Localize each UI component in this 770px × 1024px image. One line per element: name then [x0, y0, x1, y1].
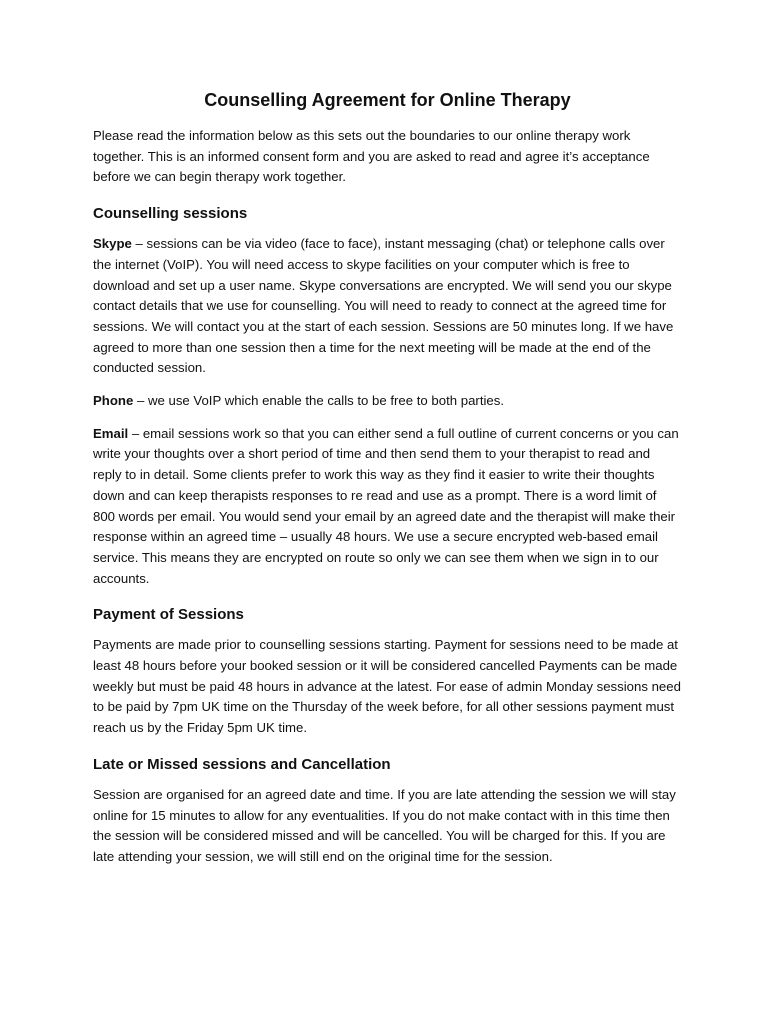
payment-section: [93, 605, 682, 739]
phone-text: – we use VoIP which enable the calls to be free to both parties.: [133, 393, 505, 409]
email-paragraph: [93, 424, 682, 590]
late-missed-heading: Late or Missed sessions and Cancellation: [93, 755, 391, 773]
skype-text: – sessions can be via video (face to face), instant messaging (chat) or telephone calls over the internet (VoIP). You will need access to skype facilities on your computer which is free to download and set up a user name. Skype conversations are encrypted. We will send you our skype contact details that we use for counselling. You will need to ready to connect at the agreed time for sessions. We will contact you at the start of each session. Sessions are 50 minutes long. If we have agreed to more than one session then a time for the next meeting will be made at the end of the conducted session.: [93, 236, 674, 376]
payment-paragraph: Payments are made prior to counselling sessions starting. Payment for sessions need to be made at least 48 hours before your booked session or it will be considered cancelled Payments can be made weekly but must be paid 48 hours in advance at the latest. For ease of admin Monday sessions need to be paid by 7pm UK time on the Thursday of the week before, for all other sessions payment must reach us by the Friday 5pm UK time.: [93, 637, 681, 736]
email-text: – email sessions work so that you can either send a full outline of current concerns or you can write your thoughts over a short period of time and then send them to your therapist to read and reply to in detail. Some clients prefer to work this way as they find it easier to write their thoughts down and can keep therapists responses to re read and use as a prompt. There is a word limit of 800 words per email. You would send your email by an agreed date and the therapist will make their response within an agreed time – usually 48 hours. We use a secure encrypted web-based email service. This means they are encrypted on route so only we can see them when we sign in to our accounts.: [93, 425, 679, 586]
counselling-sessions-heading: Counselling sessions: [93, 205, 248, 223]
email-term: Email: [93, 425, 129, 441]
phone-paragraph: [93, 391, 682, 412]
late-missed-section: [93, 755, 682, 868]
counselling-sessions-section: [93, 204, 682, 589]
payment-heading: Payment of Sessions: [93, 606, 244, 624]
phone-term: Phone: [93, 393, 134, 409]
document-title: Counselling Agreement for Online Therapy: [204, 90, 571, 110]
intro-paragraph: Please read the information below as this sets out the boundaries to our online therapy work together. This is an informed consent form and you are asked to read and agree it’s acceptance before we can begin therapy work together.: [93, 128, 650, 185]
skype-term: Skype: [93, 236, 132, 252]
skype-paragraph: [93, 234, 682, 379]
late-missed-paragraph: Session are organised for an agreed date and time. If you are late attending the session we will stay online for 15 minutes to allow for any eventualities. If you do not make contact with in this time then the session will be considered missed and will be cancelled. You will be charged for this. If you are late attending your session, we will still end on the original time for the session.: [93, 786, 676, 864]
